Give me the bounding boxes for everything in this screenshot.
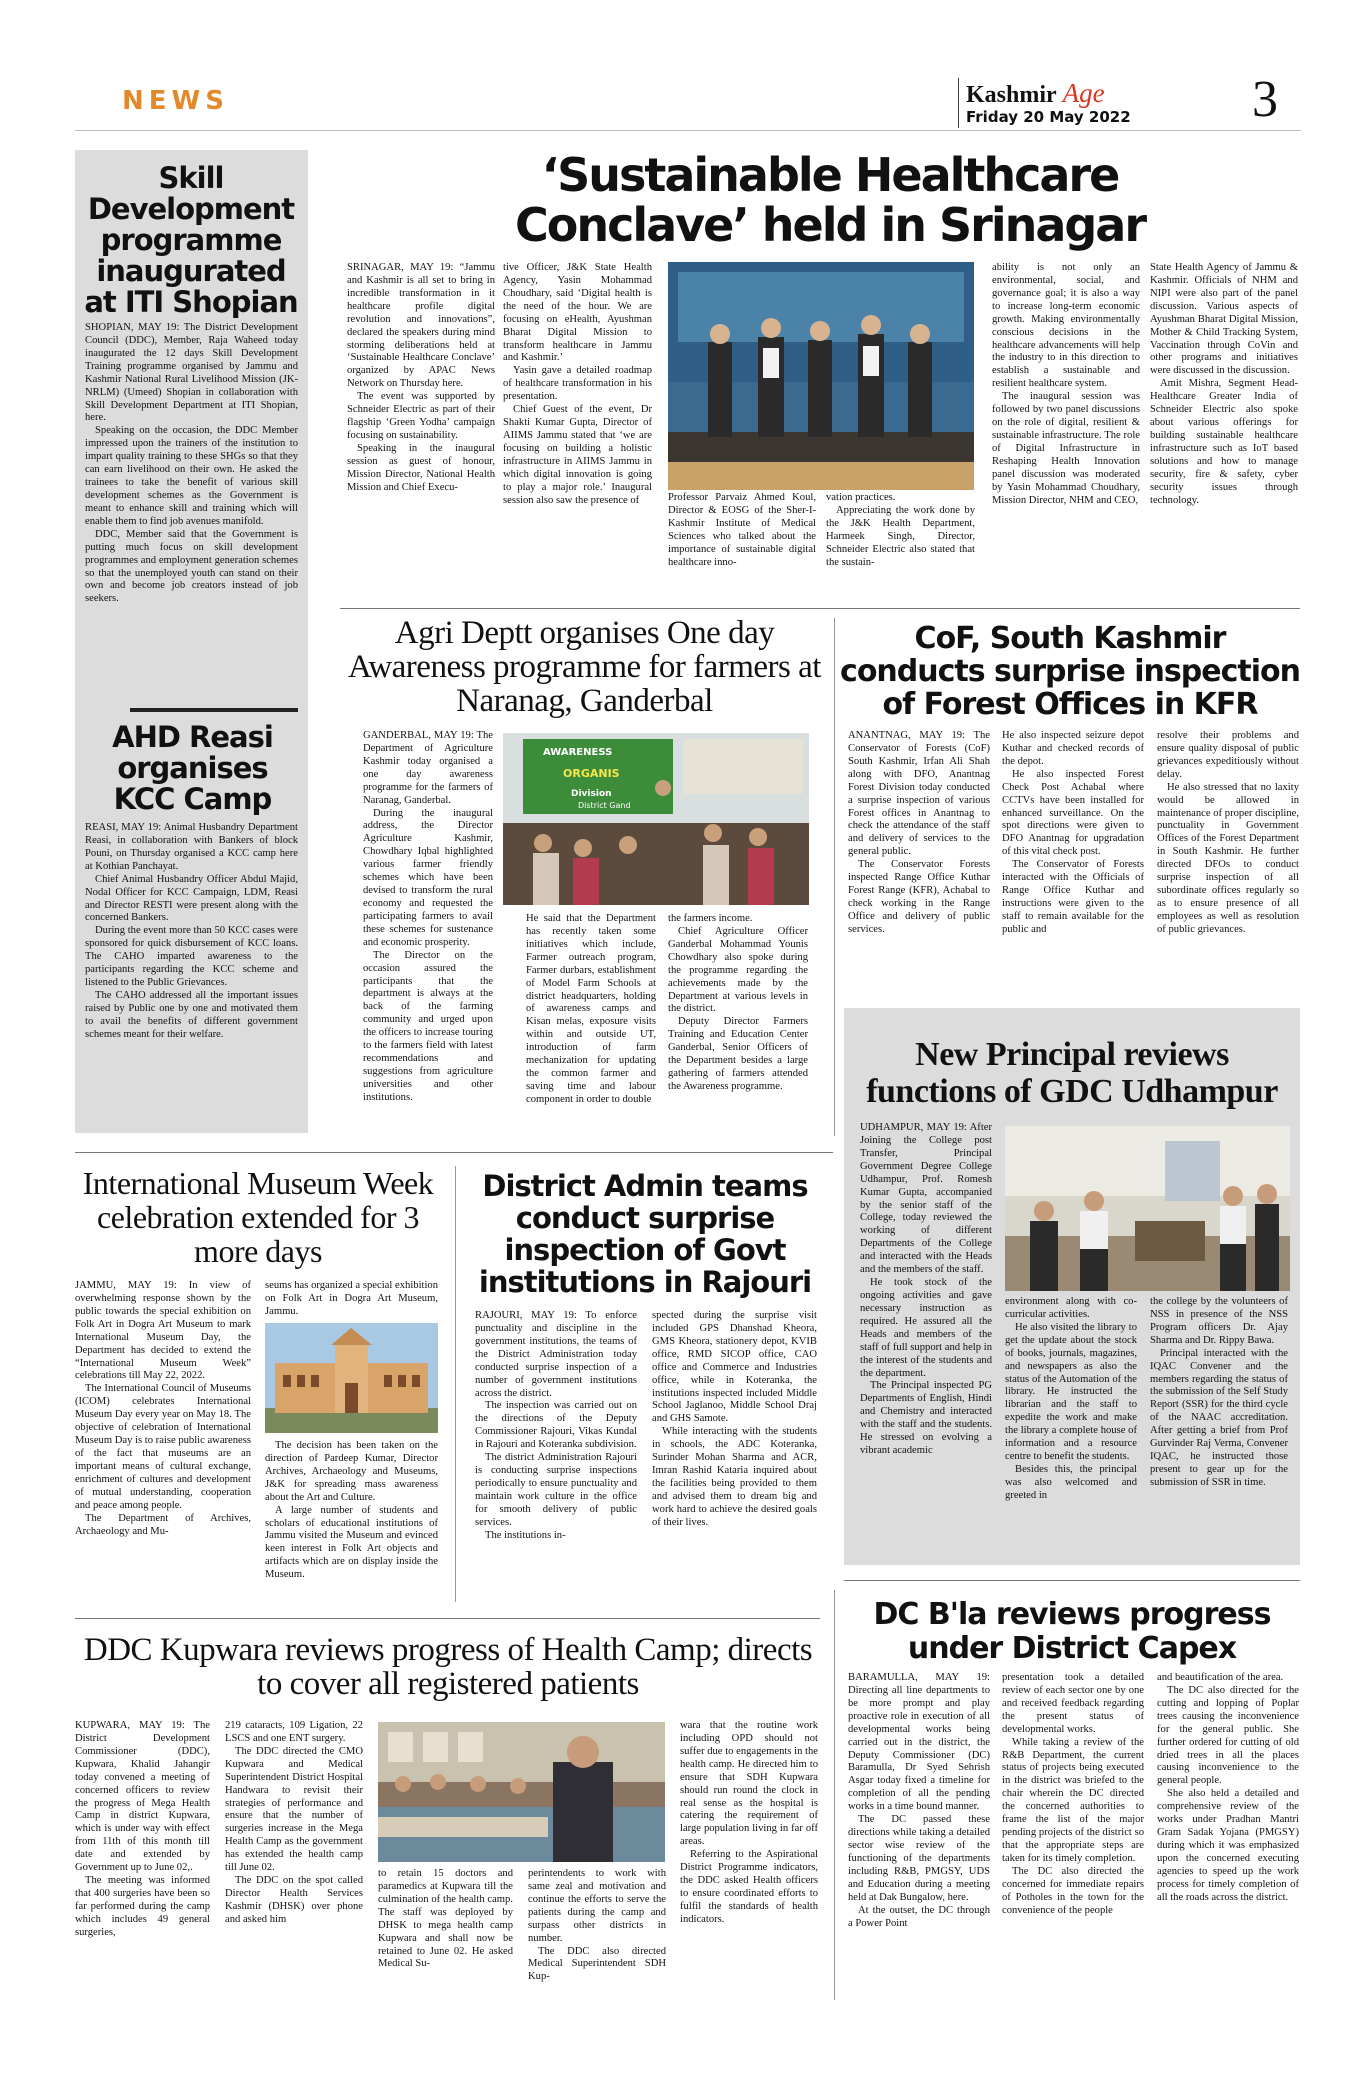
museum-para: The International Council of Museums (ICOM) celebrates International Museum Day every year on May 18. The objective of celebration of International Museum Day is to raise public awareness of the fact that museums are an important means of cultural exchange, enrichment of cultures and development of mutual understanding, cooperation and peace among people. <box>75 1383 251 1511</box>
principal-photo <box>1005 1126 1290 1291</box>
kupwara-para: perintendents to work with same zeal and motivation and continue the efforts to serve the patients during the camp and surpass other districts in number. <box>528 1868 666 1944</box>
agri-para: He said that the Department has recently taken some initiatives which include, Farmer outreach program, Farmer durbars, establishment of Model Farm Schools at district headquarters, holding of awareness camps and Kisan melas, exposure visits within and outside UT, introduction of farm mechanization for updating the common farmer and saving time and labour component in order to double <box>526 913 656 1105</box>
ahd-para: Chief Animal Husbandry Officer Abdul Majid, Nodal Officer for KCC Campaign, LDM, Reasi and Director RESTI were present along with the concerned Bankers. <box>85 873 298 924</box>
skill-para: Speaking on the occasion, the DDC Member impressed upon the trainers of the institution to impart quality training to these SHGs so that they can earn livelihood on their own. He asked the trainees to take the benefit of various skill development schemes as the Government is meant to enhance skill and training which will enable them to find job avenues manifold. <box>85 425 298 527</box>
conclave-para: ability is not only an environmental, social, and governance goal; it is also a way to increase long-term economic growth. Making environmentally conscious decisions in the healthcare advancements will help the industry to in this direction to establish a sustainable and resilient healthcare system. <box>992 262 1140 390</box>
museum-para: The decision has been taken on the direction of Pardeep Kumar, Director Archives, Archaeology and Museums, J&K for spreading mass awareness about the Art and Culture. <box>265 1440 438 1503</box>
museum-para: A large number of students and scholars of educational institutions of Jammu visited the Museum and evinced keen interest in Folk Art objects and artifacts which are on display inside the Museum. <box>265 1504 438 1581</box>
baramulla-col2 <box>1002 1672 1144 1995</box>
conclave-para: vation practices. <box>826 492 896 503</box>
kupwara-para: Referring to the Aspirational District Programme indicators, the DDC asked Health officers to ensure coordinated efforts to fulfil the standards of health indicators. <box>680 1849 818 1925</box>
kupwara-para: to retain 15 doctors and paramedics at Kupwara till the culmination of the health camp. The staff was deployed by DHSK to mega health camp Kupwara and shall now be retained to June 02. He asked Medical Su- <box>378 1868 513 1970</box>
principal-col1 <box>860 1122 992 1558</box>
museum-headline: International Museum Week celebration extended for 3 more days <box>82 1165 434 1269</box>
section-label: NEWS <box>122 86 229 116</box>
baramulla-para: She also held a detailed and comprehensive review of the works under Pradhan Mantri Gram Sadak Yojana (PMGSY) during which it was emphasized upon the concerned executing agencies to speed up the work process for timely completion of all the roads across the district. <box>1157 1788 1299 1903</box>
skill-para: DDC, Member said that the Government is putting much focus on skill development programmes and employment generation schemes so that the unemployed youth can stand on their own and become job creators instead of job seekers. <box>85 528 298 605</box>
rajouri-para: The institutions in- <box>485 1529 566 1541</box>
cof-para: He also stressed that no laxity would be allowed in maintenance of proper discipline, punctuality in Government Offices of the Forest Department in South Kashmir. He further directed DFOs to conduct surprise inspection of all subordinate offices regularly so as to ensure presence of all employees as well as resolution of public grievances. <box>1157 781 1299 935</box>
rajouri-col2 <box>652 1310 817 1600</box>
bottom-rule-right <box>844 1580 1300 1581</box>
sidebar-divider <box>130 708 298 712</box>
rajouri-para: While interacting with the students in schools, the ADC Koteranka, Surinder Mohan Sharma and ACR, Imran Rashid Kataria inquired about the facilities being provided to them and advised them to dream big and work hard to achieve the desired goals of their lives. <box>652 1426 817 1528</box>
conclave-col5 <box>992 262 1140 585</box>
baramulla-para: The DC passed these directions while taking a detailed sector wise review of the functioning of the departments including R&B, PMGSY, UDS and Education during a meeting held at Dak Bungalow, here. <box>848 1814 990 1903</box>
principal-headline: New Principal reviews functions of GDC Udhampur <box>866 1036 1278 1110</box>
rajouri-para: RAJOURI, MAY 19: To enforce punctuality and discipline in the government institutions, the teams of the District Administration today conducted surprise inspection of a number of government institutions across the district. <box>475 1310 637 1399</box>
kupwara-para: KUPWARA, MAY 19: The District Development Commissioner (DDC), Kupwara, Khalid Jahangir today convened a meeting of concerned officers to review the progress of Mega Health Camp in district Kupwara, which is under way with effect from 11th of this month till date and extended by Government up to June 02,. <box>75 1720 210 1874</box>
conclave-para: tive Officer, J&K State Health Agency, Yasin Mohammad Choudhary, said ‘Digital health is the need of the hour. We are focusing on eHealth, Ayushman Bharat Digital Mission to transform healthcare in Jammu and Kashmir.’ <box>503 262 652 364</box>
baramulla-col3 <box>1157 1672 1299 1995</box>
conclave-bottom-rule <box>340 608 1300 609</box>
conclave-headline: ‘Sustainable Healthcare Conclave’ held in Srinagar <box>514 148 1146 252</box>
principal-para: environment along with co-curricular activities. <box>1005 1296 1137 1320</box>
museum-para: seums has organized a special exhibition on Folk Art in Dogra Art Museum, Jammu. <box>265 1280 438 1317</box>
cof-para: resolve their problems and ensure quality disposal of public grievances expeditiously without delay. <box>1157 730 1299 780</box>
kupwara-headline: DDC Kupwara reviews progress of Health Camp; directs to cover all registered patients <box>83 1632 813 1702</box>
principal-col3 <box>1150 1296 1288 1558</box>
masthead-divider <box>958 78 959 128</box>
kupwara-photo <box>378 1722 665 1862</box>
conclave-para: Appreciating the work done by the J&K Health Department, Harmeek Singh, Director, Schneider Electric also stated that the sustain- <box>826 504 975 568</box>
conclave-col2 <box>503 262 652 585</box>
baramulla-para: At the outset, the DC through a Power Point <box>848 1904 990 1929</box>
mid-rule-left <box>75 1152 833 1153</box>
baramulla-headline: DC B'la reviews progress under District Capex <box>873 1597 1271 1666</box>
paper-name-kashmir: Kashmir <box>966 82 1057 108</box>
skill-headline: Skill Development programme inaugurated at ITI Shopian <box>84 161 298 319</box>
baramulla-para: The DC also directed for the cutting and lopping of Poplar trees causing the inconvenience for the general public. She further ordered for cutting of old dried trees in all the places causing inconvenience to the general people. <box>1157 1684 1299 1787</box>
cof-col1 <box>848 730 990 992</box>
kupwara-col5 <box>680 1720 818 1995</box>
cof-para: He also inspected Forest Check Post Achabal where CCTVs have been installed for enhanced surveillance. On the spot directions were given to DFO Anantnag for upgradation of this vital check post. <box>1002 768 1144 858</box>
agri-headline: Agri Deptt organises One day Awareness programme for farmers at Naranag, Ganderbal <box>348 615 821 719</box>
cof-para: The Conservator of Forests interacted with the Officials of Range Office Kuthar and instructions were given to the staff to remain available for the public and <box>1002 859 1144 935</box>
museum-col2-bottom <box>265 1440 438 1600</box>
museum-para: JAMMU, MAY 19: In view of overwhelming response shown by the public towards the special exhibition on Folk Art in Dogra Art Museum to mark International Museum Day, the Department has decided to extend the “International Museum Week” celebrations till May 22, 2022. <box>75 1280 251 1382</box>
bottom-rule <box>75 1618 820 1619</box>
cof-headline: CoF, South Kashmir conducts surprise inspection of Forest Offices in KFR <box>840 621 1300 722</box>
museum-col2-top <box>265 1280 438 1320</box>
skill-para: SHOPIAN, MAY 19: The District Development Council (DDC), Member, Raja Waheed today inaugurated the 12 days Skill Development Training programme organised by Jammu and Kashmir National Rural Livelihood Mission (JK-NRLM) (Umeed) Shopian in collaboration with Skill Development Department at ITI Shopian, here. <box>85 322 298 424</box>
paper-name-age: Age <box>1062 78 1105 108</box>
kupwara-baramulla-divider <box>834 1590 835 2000</box>
issue-date: Friday 20 May 2022 <box>966 108 1131 126</box>
principal-para: Besides this, the principal was also welcomed and greeted in <box>1005 1463 1137 1501</box>
baramulla-para: The DC also directed the concerned for immediate repairs of Potholes in the town for the convenience of the people <box>1002 1865 1144 1916</box>
baramulla-col1 <box>848 1672 990 1995</box>
conclave-para: The event was supported by Schneider Electric as part of their flagship ‘Green Yodha’ campaign focusing on sustainability. <box>347 391 495 441</box>
kupwara-para: The DDC on the spot called Director Health Services Kashmir (DHSK) over phone and asked him <box>225 1875 363 1925</box>
principal-para: He took stock of the ongoing activities and gave necessary instruction as required. He assured all the Heads and members of the staff of full support and help in the interest of the students and the department. <box>860 1277 992 1379</box>
conclave-para: The inaugural session was followed by two panel discussions on the role of digital, resilient & sustainable infrastructure. The role of Digital Infrastructure in Reshaping Health Innovation panel discussion was moderated by Yasin Mohammad Choudhary, Mission Director, NHM and CEO, <box>992 391 1140 506</box>
agri-col3 <box>668 913 808 1135</box>
museum-col1 <box>75 1280 251 1600</box>
agri-banner-text: District Gand <box>578 801 631 810</box>
kupwara-col1 <box>75 1720 210 1995</box>
agri-banner-text: ORGANIS <box>563 767 620 780</box>
agri-col2 <box>526 913 656 1135</box>
cof-para: He also inspected seizure depot Kuthar and checked records of the depot. <box>1002 730 1144 767</box>
baramulla-para: and beautification of the area. <box>1157 1672 1284 1683</box>
baramulla-para: presentation took a detailed review of each sector one by one and received feedback regarding the present status of developmental works. <box>1002 1672 1144 1735</box>
agri-para: the farmers income. <box>668 913 753 924</box>
kupwara-para: The DDC directed the CMO Kupwara and Medical Superintendent District Hospital Handwara to revisit their strategies of performance and ensure that the number of surgeries increase in the Mega Health Camp as the government has extended the health camp till June 02. <box>225 1745 363 1874</box>
conclave-para: SRINAGAR, MAY 19: “Jammu and Kashmir is all set to bring in incredible transformation in it healthcare profile digital revolution and innovations”, declared the speakers during mind storming deliberations held at ‘Sustainable Healthcare Conclave’ organized by APAC News Network on Thursday here. <box>347 262 495 390</box>
museum-rajouri-divider <box>455 1166 456 1602</box>
museum-para: The Department of Archives, Archaeology and Mu- <box>75 1512 251 1537</box>
principal-para: The Principal inspected PG Departments of English, Hindi and Chemistry and interacted with the staff and the students. He stressed on evolving a vibrant academic <box>860 1380 992 1457</box>
agri-para: Chief Agriculture Officer Ganderbal Mohammad Younis Chowdhary also spoke during the programme regarding the achievements made by the Department at various levels in the district. <box>668 925 808 1015</box>
principal-para: the college by the volunteers of NSS in presence of the NSS Program officers Dr. Ajay Sharma and Dr. Rippy Bawa. <box>1150 1296 1288 1346</box>
agri-para: GANDERBAL, MAY 19: The Department of Agriculture Kashmir today organised a one day awareness programme for the farmers of Naranag, Ganderbal. <box>363 730 493 806</box>
conclave-para: Yasin gave a detailed roadmap of healthcare transformation in his presentation. <box>503 365 652 403</box>
ahd-para: The CAHO addressed all the important issues raised by Public one by one and motivated them to avail the benefits of different government schemes meant for their welfare. <box>85 989 298 1040</box>
conclave-photo <box>668 262 974 490</box>
agri-cof-divider <box>834 618 835 1136</box>
conclave-para: Chief Guest of the event, Dr Shakti Kumar Gupta, Director of AIIMS Jammu stated that ‘we are focusing on building a holistic infrastructure in AIIMS Jammu in which digital innovation is going to play a major role.’ Inaugural session also saw the presence of <box>503 404 652 506</box>
rajouri-col1 <box>475 1310 637 1600</box>
conclave-col3 <box>668 492 816 586</box>
rajouri-para: The district Administration Rajouri is conducting surprise inspections periodically to ensure punctuality and maintain work culture in the office for smooth delivery of public services. <box>475 1452 637 1528</box>
ahd-body <box>85 822 298 1127</box>
kupwara-para: wara that the routine work including OPD should not suffer due to engagements in the health camp. He directed him to ensure that SDH Kupwara should run round the clock in real sense as the hospital is catering the requirement of large population living in far off areas. <box>680 1720 818 1848</box>
kupwara-col4 <box>528 1868 666 1995</box>
skill-body <box>85 322 298 694</box>
kupwara-para: The DDC also directed Medical Superintendent SDH Kup- <box>528 1945 666 1983</box>
rajouri-headline: District Admin teams conduct surprise inspection of Govt institutions in Rajouri <box>478 1169 812 1299</box>
principal-para: UDHAMPUR, MAY 19: After Joining the College post Transfer, Principal Government Degree College Udhampur, Prof. Romesh Kumar Gupta, accompanied by the senior staff of the College, today reviewed the working of different Departments of the College and interacted with the Heads and the members of the staff. <box>860 1122 992 1276</box>
ahd-headline: AHD Reasi organises KCC Camp <box>112 720 273 816</box>
masthead-rule <box>75 130 1301 131</box>
conclave-para: Amit Mishra, Segment Head-Healthcare Greater India of Schneider Electric also spoke about various offerings for building sustainable healthcare infrastructure such as IoT based solutions and how to manage security, fire & safety, cyber security issues through technology. <box>1150 378 1298 506</box>
agri-photo <box>503 733 809 905</box>
cof-col3 <box>1157 730 1299 992</box>
conclave-col4 <box>826 492 975 586</box>
kupwara-para: The meeting was informed that 400 surgeries have been so far performed during the camp which includes 49 general surgeries, <box>75 1875 210 1938</box>
ahd-para: REASI, MAY 19: Animal Husbandry Department Reasi, in collaboration with Bankers of block Pouni, on Thursday organised a KCC camp here at Kothian Panchayat. <box>85 822 298 872</box>
agri-col1 <box>363 730 493 1135</box>
kupwara-para: 219 cataracts, 109 Ligation, 22 LSCS and one ENT surgery. <box>225 1720 363 1744</box>
page-number: 3 <box>1252 71 1278 128</box>
cof-para: ANANTNAG, MAY 19: The Conservator of Forests (CoF) South Kashmir, Irfan Ali Shah along with DFO, Anantnag Forest Division today conducted a surprise inspection of various Forest offices in Anantnag to check the attendance of the staff and delivery of services to the general public. <box>848 730 990 858</box>
rajouri-para: spected during the surprise visit included GPS Dhanshad Kheora, GMS Kheora, stationery depot, KVIB office, RMD SICOP office, CAO office and Commerce and Industries office, while in Koteranka, the institutions inspected included Middle School Jaglanoo, Middle School Draj and GHS Samote. <box>652 1310 817 1425</box>
principal-para: Principal interacted with the IQAC Convener and the members regarding the status of the submission of the Self Study Report (SSR) for the third cycle of the NAAC accreditation. After getting a brief from Prof Gurvinder Raj Verma, Convener IQAC, he instructed those present to gear up for the submission of SSR in time. <box>1150 1347 1288 1488</box>
kupwara-col2 <box>225 1720 363 1995</box>
agri-para: Deputy Director Farmers Training and Education Center Ganderbal, Senior Officers of the Department besides a large gathering of farmers attended the Awareness programme. <box>668 1016 808 1092</box>
agri-para: During the inaugural address, the Director Agriculture Kashmir, Chowdhary Iqbal highlighted various farmer friendly schemes which have been devised to transform the rural economy and requested the participating farmers to avail these schemes for sustenance and economic prosperity. <box>363 807 493 948</box>
rajouri-para: The inspection was carried out on the directions of the Deputy Commissioner Rajouri, Vikas Kundal in Rajouri and Koteranka subdivision. <box>475 1400 637 1451</box>
agri-banner-text: AWARENESS <box>543 747 613 758</box>
ahd-para: During the event more than 50 KCC cases were sponsored for quick disbursement of KCC loans. The CAHO imparted awareness to the participants regarding the KCC scheme and listened to the Public Grievances. <box>85 925 298 989</box>
baramulla-para: While taking a review of the R&B Department, the current status of projects being executed in the district was briefed to the chair wherein the DC directed the concerned authorities to frame the list of the major pending projects of the district so that the appropriate steps are taken for its timely completion. <box>1002 1736 1144 1864</box>
kupwara-col3 <box>378 1868 513 1995</box>
museum-photo <box>265 1323 438 1433</box>
principal-col2 <box>1005 1296 1137 1558</box>
principal-para: He also visited the library to get the update about the stock of books, journals, magazines, and newspapers as also the status of the Automation of the library. He instructed the librarian and the staff to expedite the work and make the library a complete house of information and a resource centre to benefit the students. <box>1005 1321 1137 1463</box>
baramulla-para: BARAMULLA, MAY 19: Directing all line departments to be more prompt and play proactive role in execution of all developmental works being carried out in the district, the Deputy Commissioner (DC) Baramulla, Dr Syed Sehrish Asgar today fixed a timeline for completion of all the pending works in a time bound manner. <box>848 1672 990 1813</box>
agri-banner-text: Division <box>571 789 612 799</box>
paper-logo <box>966 78 1105 109</box>
conclave-col6 <box>1150 262 1298 585</box>
cof-col2 <box>1002 730 1144 992</box>
conclave-para: State Health Agency of Jammu & Kashmir. Officials of NHM and NIPI were also part of the panel discussion. Various aspects of Ayushman Bharat Digital Mission, Mother & Child Tracking System, Vaccination through CoVin and other programs and initiatives were discussed in the discussion. <box>1150 262 1298 377</box>
agri-para: The Director on the occasion assured the participants that the department is always at the back of the farming community and urged upon the officers to increase touring to the farmers field with latest recommendations and suggestions from agriculture universities and other institutions. <box>363 949 493 1103</box>
conclave-para: Professor Parvaiz Ahmed Koul, Director & EOSG of the Sher-I-Kashmir Institute of Medical Sciences who talked about the importance of sustainable digital healthcare inno- <box>668 492 816 568</box>
conclave-para: Speaking in the inaugural session as guest of honour, Mission Director, National Health Mission and Chief Execu- <box>347 442 495 493</box>
conclave-col1 <box>347 262 495 585</box>
cof-para: The Conservator Forests inspected Range Office Kuthar Forest Range (KFR), Achabal to check working in the Range Office and delivery of public services. <box>848 859 990 935</box>
